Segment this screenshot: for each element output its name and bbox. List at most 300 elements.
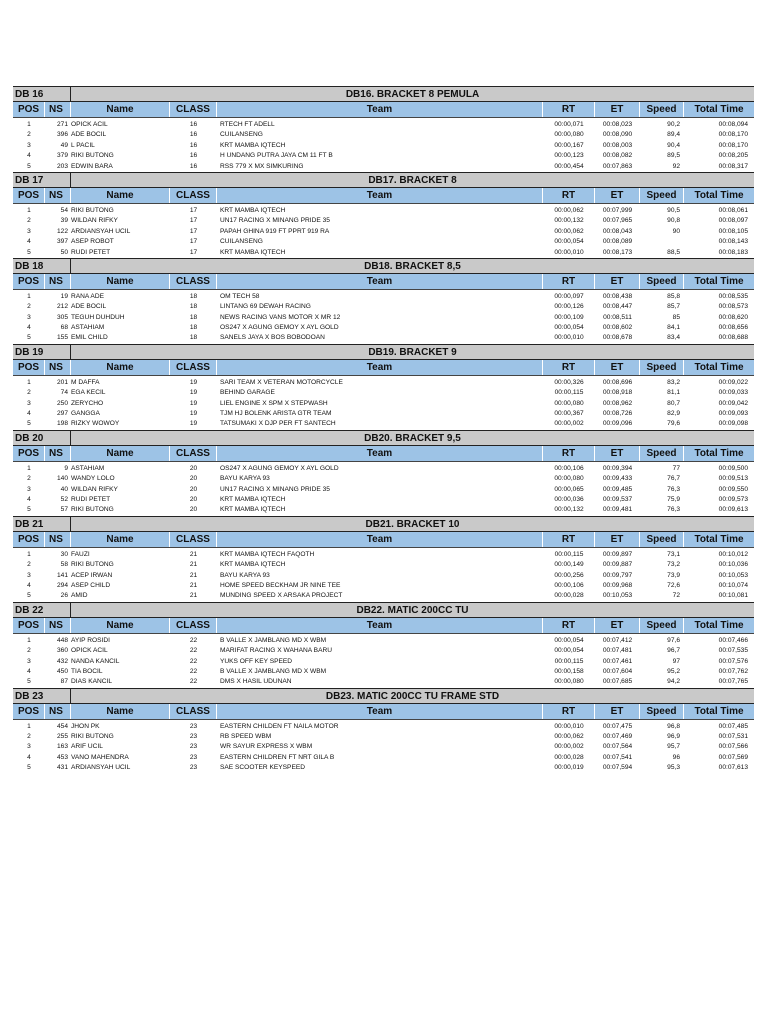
cell-ns: 54 [60,206,68,214]
column-header-speed: Speed [640,446,684,461]
cell-total: 00:08,105 [718,227,748,235]
cell-rt: 00:00,062 [554,206,584,214]
cell-speed: 73,2 [667,561,680,569]
cell-ns: 454 [56,722,68,730]
column-header-rt: RT [543,618,595,633]
table-row [13,216,754,226]
cell-speed: 96,7 [667,647,680,655]
table-row [13,378,754,388]
table-row [13,333,754,343]
cell-speed: 77 [672,464,680,472]
column-header-row [13,274,754,290]
cell-team: H UNDANG PUTRA JAYA CM 11 FT B [220,152,333,160]
cell-rt: 00:00,071 [554,121,584,128]
cell-team: BAYU KARYA 93 [220,475,270,483]
cell-class: 16 [189,121,198,128]
cell-et: 00:08,082 [602,152,633,160]
cell-pos: 1 [27,722,31,730]
cell-speed: 85,8 [667,292,680,300]
table-row [13,560,754,570]
bracket-tag: DB 23 [13,689,71,704]
column-header-name: Name [71,446,170,461]
bracket-tag: DB 16 [13,87,71,102]
column-header-pos: POS [13,704,45,719]
cell-ns: 122 [56,227,68,235]
table-row [13,742,754,752]
cell-team: OM TECH 58 [220,292,260,300]
cell-total: 00:10,074 [718,581,748,589]
cell-speed: 90,4 [667,141,680,149]
table-row [13,130,754,140]
cell-class: 16 [189,131,198,139]
column-header-name: Name [71,704,170,719]
cell-speed: 95,7 [667,743,680,751]
column-header-total: Total Time [694,275,744,287]
cell-rt: 00:00,019 [554,764,584,772]
cell-total: 00:08,170 [718,141,748,149]
cell-class: 19 [189,410,198,418]
cell-team: RSS 779 X MX SIMKURING [220,162,304,170]
table-row [13,591,754,601]
column-header-team: Team [217,360,543,375]
column-header-rt: RT [543,360,595,375]
column-header-total: Total Time [694,361,744,373]
cell-class: 19 [189,378,198,386]
column-header-ns: NS [45,274,71,289]
column-header-total: Total Time [694,533,744,545]
cell-name: FAUZI [71,550,90,558]
cell-pos: 4 [27,753,31,761]
cell-ns: 360 [56,647,68,655]
cell-et: 00:09,537 [602,495,633,503]
column-header-rt: RT [543,704,595,719]
cell-ns: 9 [64,464,68,472]
cell-class: 22 [189,657,198,665]
cell-name: ARDIANSYAH UCIL [71,227,131,235]
cell-pos: 2 [27,561,31,569]
table-row [13,237,754,247]
cell-pos: 5 [27,162,31,170]
cell-total: 00:09,500 [718,464,748,472]
cell-rt: 00:00,065 [554,485,584,493]
cell-pos: 1 [27,206,31,214]
cell-ns: 431 [56,764,68,772]
cell-class: 17 [189,217,198,225]
column-header-team: Team [217,274,543,289]
cell-class: 23 [189,722,198,730]
bracket-header [13,431,754,446]
table-row [13,636,754,646]
bracket-title: DB23. MATIC 200CC TU FRAME STD [71,689,754,704]
cell-team: CUILANSENG [220,238,263,246]
bracket-header [13,603,754,618]
column-header-row [13,532,754,548]
cell-pos: 2 [27,733,31,741]
table-row [13,151,754,161]
table-row [13,388,754,398]
cell-ns: 453 [56,753,68,761]
cell-speed: 90 [672,227,680,235]
cell-class: 16 [189,141,198,149]
column-header-row [13,102,754,118]
cell-et: 00:08,023 [602,121,633,128]
cell-class: 17 [189,206,198,214]
cell-ns: 74 [60,389,68,397]
cell-ns: 271 [56,121,68,128]
cell-total: 00:07,535 [718,647,748,655]
column-header-rt: RT [543,188,595,203]
table-row [13,120,754,130]
cell-pos: 1 [27,292,31,300]
column-header-total: Total Time [694,189,744,201]
table-row [13,313,754,323]
cell-et: 00:07,999 [602,206,633,214]
cell-rt: 00:00,080 [554,399,584,407]
cell-rt: 00:00,010 [554,248,584,256]
column-header-ns: NS [45,446,71,461]
table-row [13,399,754,409]
cell-class: 18 [189,334,198,342]
column-header-class: CLASS [170,188,217,203]
column-header-team: Team [217,532,543,547]
cell-et: 00:07,412 [602,636,633,644]
cell-pos: 3 [27,571,31,579]
cell-total: 00:08,170 [718,131,748,139]
cell-class: 17 [189,238,198,246]
cell-team: NEWS RACING VANS MOTOR X MR 12 [220,313,341,321]
cell-speed: 96 [672,753,680,761]
cell-name: L PACIL [71,141,95,149]
cell-pos: 5 [27,248,31,256]
cell-total: 00:09,613 [718,506,748,514]
cell-name: DIAS KANCIL [71,678,113,686]
column-header-row [13,704,754,720]
cell-et: 00:08,696 [602,378,633,386]
column-header-et: ET [595,102,640,117]
table-row [13,550,754,560]
cell-total: 00:09,033 [718,389,748,397]
cell-name: ARDIANSYAH UCIL [71,764,131,772]
cell-speed: 80,7 [667,399,680,407]
cell-speed: 82,9 [667,410,680,418]
cell-rt: 00:00,115 [554,657,584,665]
column-header-team: Team [217,102,543,117]
table-row [13,302,754,312]
column-header-et: ET [595,188,640,203]
table-row [13,646,754,656]
cell-ns: 52 [60,495,68,503]
cell-class: 20 [189,475,198,483]
table-row [13,571,754,581]
column-header-name: Name [71,360,170,375]
cell-total: 00:07,613 [718,764,748,772]
cell-total: 00:08,573 [718,303,748,311]
column-header-team: Team [217,446,543,461]
column-header-et: ET [595,618,640,633]
cell-rt: 00:00,256 [554,571,584,579]
cell-total: 00:08,205 [718,152,748,160]
column-header-name: Name [71,618,170,633]
cell-name: ASEP CHILD [71,581,111,589]
column-header-class: CLASS [170,360,217,375]
table-row [13,667,754,677]
table-row [13,581,754,591]
cell-rt: 00:00,097 [554,292,584,300]
table-row [13,464,754,474]
column-header-et: ET [595,274,640,289]
cell-pos: 2 [27,475,31,483]
cell-total: 00:08,183 [718,248,748,256]
cell-team: B VALLE X JAMBLANG MD X WBM [220,667,327,675]
column-header-class: CLASS [170,618,217,633]
cell-name: TEGUH DUHDUH [71,313,125,321]
cell-team: SANELS JAYA X BOS BOBODOAN [220,334,325,342]
cell-name: RIKI BUTONG [71,506,114,514]
cell-speed: 90,8 [667,217,680,225]
cell-team: RB SPEED WBM [220,733,272,741]
cell-total: 00:07,466 [718,636,748,644]
cell-et: 00:09,968 [602,581,633,589]
column-header-et: ET [595,532,640,547]
cell-speed: 96,9 [667,733,680,741]
cell-speed: 73,1 [667,550,680,558]
cell-class: 20 [189,464,198,472]
column-header-total: Total Time [694,705,744,717]
cell-et: 00:08,511 [603,313,632,321]
cell-class: 21 [189,571,198,579]
cell-name: ASEP ROBOT [71,238,114,246]
cell-name: TIA BOCIL [71,667,103,675]
column-header-row [13,360,754,376]
cell-name: ZERYCHO [71,399,104,407]
results-sheet [13,86,754,774]
column-header-class: CLASS [170,532,217,547]
cell-total: 00:08,061 [718,206,748,214]
cell-ns: 163 [56,743,68,751]
cell-name: RIKI BUTONG [71,206,114,214]
cell-class: 16 [189,162,198,170]
bracket-title: DB17. BRACKET 8 [71,173,754,188]
cell-team: TJM HJ BOLENK ARISTA GTR TEAM [220,410,332,418]
column-header-name: Name [71,274,170,289]
bracket-section [13,602,754,688]
cell-et: 00:08,089 [602,238,633,246]
cell-class: 22 [189,636,198,644]
cell-et: 00:07,604 [602,667,633,675]
bracket-section [13,516,754,602]
cell-ns: 250 [56,399,68,407]
bracket-tag: DB 19 [13,345,71,360]
cell-team: PAPAH GHINA 919 FT PPRT 919 RA [220,227,330,235]
cell-et: 00:07,685 [602,678,633,686]
cell-et: 00:07,965 [602,217,633,225]
cell-total: 00:07,531 [718,733,748,741]
cell-ns: 305 [56,313,68,321]
cell-class: 19 [189,420,198,428]
bracket-title: DB16. BRACKET 8 PEMULA [71,87,754,102]
cell-rt: 00:00,080 [554,131,584,139]
cell-et: 00:08,918 [602,389,633,397]
column-header-pos: POS [13,532,45,547]
cell-total: 00:09,573 [718,495,748,503]
cell-speed: 90,2 [667,121,680,128]
cell-et: 00:10,053 [602,592,633,600]
cell-et: 00:07,863 [602,162,633,170]
bracket-title: DB21. BRACKET 10 [71,517,754,532]
cell-class: 20 [189,506,198,514]
cell-speed: 90,5 [667,206,680,214]
cell-speed: 95,3 [667,764,680,772]
cell-ns: 294 [56,581,68,589]
cell-speed: 85 [672,313,680,321]
column-header-rt: RT [543,274,595,289]
cell-speed: 81,1 [667,389,680,397]
cell-speed: 76,7 [667,475,680,483]
cell-pos: 2 [27,217,31,225]
cell-name: OPICK ACIL [71,647,108,655]
cell-team: B VALLE X JAMBLANG MD X WBM [220,636,327,644]
bracket-tag: DB 22 [13,603,71,618]
cell-total: 00:07,566 [718,743,748,751]
cell-total: 00:09,042 [718,399,748,407]
cell-team: KRT MAMBA IQTECH [220,561,286,569]
table-row [13,162,754,172]
column-header-pos: POS [13,446,45,461]
cell-rt: 00:00,080 [554,475,584,483]
cell-pos: 4 [27,410,31,418]
cell-team: EASTERN CHILDREN FT NRT GILA B [220,753,335,761]
cell-class: 21 [189,550,198,558]
cell-total: 00:07,762 [718,667,748,675]
cell-et: 00:08,726 [602,410,633,418]
cell-pos: 5 [27,334,31,342]
cell-pos: 3 [27,743,31,751]
table-row [13,485,754,495]
cell-team: KRT MAMBA IQTECH FAQOTH [220,550,315,558]
cell-total: 00:10,053 [718,571,748,579]
cell-name: WILDAN RIFKY [71,485,118,493]
cell-rt: 00:00,080 [554,678,584,686]
cell-rt: 00:00,062 [554,227,584,235]
cell-team: BAYU KARYA 93 [220,571,270,579]
cell-speed [640,237,684,247]
cell-pos: 1 [27,550,31,558]
bracket-section [13,86,754,172]
cell-ns: 203 [56,162,68,170]
cell-team: TATSUMAKI X DJP PER FT SANTECH [220,420,336,428]
cell-ns: 26 [60,592,68,600]
column-header-et: ET [595,446,640,461]
cell-team: KRT MAMBA IQTECH [220,495,286,503]
cell-et: 00:08,962 [602,399,633,407]
cell-ns: 397 [56,238,68,246]
cell-speed: 85,7 [667,303,680,311]
cell-speed: 89,4 [667,131,680,139]
cell-team: LINTANG 69 DEWAH RACING [220,303,311,311]
cell-speed: 76,3 [667,506,680,514]
cell-total: 00:07,485 [718,722,748,730]
cell-pos: 4 [27,152,31,160]
cell-et: 00:09,394 [602,464,633,472]
column-header-ns: NS [45,102,71,117]
cell-total: 00:09,093 [718,410,748,418]
cell-pos: 5 [27,764,31,772]
cell-team: CUILANSENG [220,131,263,139]
cell-total: 00:08,094 [718,121,748,128]
cell-pos: 3 [27,227,31,235]
column-header-pos: POS [13,274,45,289]
cell-pos: 2 [27,131,31,139]
cell-team: OS247 X AGUNG GEMOY X AYL GOLD [220,464,339,472]
bracket-title: DB18. BRACKET 8,5 [71,259,754,274]
cell-total: 00:10,081 [718,592,748,600]
cell-rt: 00:00,054 [554,636,584,644]
cell-name: M DAFFA [71,378,100,386]
cell-total: 00:08,656 [718,324,748,332]
cell-ns: 450 [56,667,68,675]
cell-pos: 1 [27,121,31,128]
cell-rt: 00:00,126 [554,303,584,311]
cell-team: HOME SPEED BECKHAM JR NINE TEE [220,581,341,589]
cell-et: 00:07,481 [602,647,633,655]
cell-ns: 40 [60,485,68,493]
cell-total: 00:08,620 [718,313,748,321]
cell-speed: 79,6 [667,420,680,428]
cell-ns: 19 [60,292,68,300]
cell-class: 18 [189,324,198,332]
cell-name: EGA KECIL [71,389,106,397]
column-header-class: CLASS [170,274,217,289]
cell-rt: 00:00,115 [554,550,584,558]
table-row [13,419,754,429]
table-row [13,722,754,732]
cell-name: JHON PK [71,722,100,730]
cell-team: KRT MAMBA IQTECH [220,506,286,514]
cell-class: 23 [189,764,198,772]
cell-total: 00:07,765 [718,678,748,686]
column-header-total: Total Time [694,447,744,459]
column-header-name: Name [71,188,170,203]
cell-total: 00:09,513 [718,475,748,483]
cell-class: 22 [189,647,198,655]
cell-total: 00:07,576 [718,657,748,665]
cell-team: OS247 X AGUNG GEMOY X AYL GOLD [220,324,339,332]
cell-class: 18 [189,303,198,311]
cell-rt: 00:00,149 [554,561,584,569]
cell-pos: 4 [27,495,31,503]
column-header-et: ET [595,704,640,719]
cell-class: 23 [189,733,198,741]
cell-et: 00:08,602 [602,324,633,332]
cell-et: 00:09,887 [602,561,633,569]
column-header-class: CLASS [170,102,217,117]
cell-team: EASTERN CHILDEN FT NAILA MOTOR [220,722,339,730]
cell-team: SARI TEAM X VETERAN MOTORCYCLE [220,378,343,386]
cell-rt: 00:00,109 [554,313,584,321]
cell-speed: 83,2 [667,378,680,386]
cell-rt: 00:00,326 [554,378,584,386]
table-row [13,732,754,742]
cell-et: 00:07,475 [602,722,633,730]
cell-speed: 75,9 [667,495,680,503]
column-header-ns: NS [45,618,71,633]
cell-rt: 00:00,115 [554,389,584,397]
cell-name: RUDI PETET [71,248,111,256]
cell-rt: 00:00,367 [554,410,584,418]
bracket-tag: DB 17 [13,173,71,188]
cell-rt: 00:00,132 [554,217,584,225]
cell-class: 23 [189,753,198,761]
